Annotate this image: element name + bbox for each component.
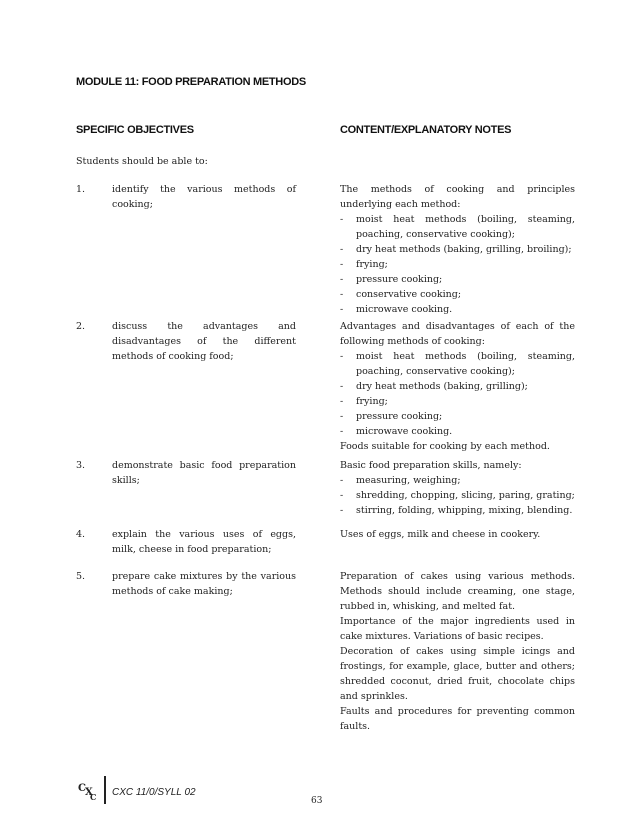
specific-objectives-heading: SPECIFIC OBJECTIVES [76, 124, 194, 136]
note-tail: Foods suitable for cooking by each method. [340, 441, 550, 452]
objective-4 [76, 527, 296, 557]
list-item: - dry heat methods (baking, grilling, broiling); [340, 242, 575, 257]
note-tail: Decoration of cakes using simple icings and frostings, for example, glace, butter and others; shredded coconut, dried fruit, chocolate chips and sprinkles. [340, 646, 575, 702]
content-notes-heading: CONTENT/EXPLANATORY NOTES [340, 124, 512, 136]
objective-text: discuss the advantages and disadvantages of the different methods of cooking food; [112, 321, 296, 362]
svg-text:C: C [78, 783, 86, 794]
note-lead: The methods of cooking and principles underlying each method: [340, 184, 575, 210]
objective-number: 2. [76, 321, 86, 332]
note-tail: Importance of the major ingredients used in cake mixtures. Variations of basic recipes. [340, 616, 575, 642]
list-item: - frying; [340, 257, 575, 272]
list-item: - conservative cooking; [340, 287, 575, 302]
objective-5 [76, 569, 296, 599]
list-item: - measuring, weighing; [340, 473, 575, 488]
note-block-3 [340, 458, 575, 518]
intro-text: Students should be able to: [76, 156, 208, 167]
list-item: - pressure cooking; [340, 409, 575, 424]
module-title: MODULE 11: FOOD PREPARATION METHODS [76, 76, 306, 88]
list-item: - frying; [340, 394, 575, 409]
objective-text: identify the various methods of cooking; [112, 184, 296, 210]
svg-text:C: C [90, 792, 97, 802]
objective-number: 3. [76, 460, 86, 471]
list-item: - pressure cooking; [340, 272, 575, 287]
list-item: - dry heat methods (baking, grilling); [340, 379, 575, 394]
list-item: - moist heat methods (boiling, steaming, poaching, conservative cooking); [340, 349, 575, 379]
list-item: - microwave cooking. [340, 424, 575, 439]
note-block-4 [340, 527, 575, 542]
objective-1 [76, 182, 296, 212]
footer-divider [104, 776, 106, 804]
page-number: 63 [311, 796, 323, 806]
note-lead: Advantages and disadvantages of each of the following methods of cooking: [340, 321, 575, 347]
note-lead: Basic food preparation skills, namely: [340, 460, 522, 471]
objective-number: 5. [76, 571, 86, 582]
note-list [340, 473, 575, 518]
note-block-1 [340, 182, 575, 317]
objective-text: explain the various uses of eggs, milk, cheese in food preparation; [112, 529, 296, 555]
objective-number: 1. [76, 184, 86, 195]
objective-text: demonstrate basic food preparation skills; [112, 460, 296, 486]
objective-number: 4. [76, 529, 86, 540]
syllabus-code: CXC 11/0/SYLL 02 [112, 787, 196, 798]
objective-2 [76, 319, 296, 364]
svg-text:X: X [85, 787, 93, 798]
note-list [340, 349, 575, 439]
list-item: - moist heat methods (boiling, steaming, poaching, conservative cooking); [340, 212, 575, 242]
list-item: - stirring, folding, whipping, mixing, blending. [340, 503, 575, 518]
note-block-2 [340, 319, 575, 454]
objective-text: prepare cake mixtures by the various methods of cake making; [112, 571, 296, 597]
list-item: - microwave cooking. [340, 302, 575, 317]
note-lead: Preparation of cakes using various methods. Methods should include creaming, one stage, rubbed in, whisking, and melted fat. [340, 571, 575, 612]
note-list [340, 212, 575, 317]
note-tail: Faults and procedures for preventing common faults. [340, 706, 575, 732]
cxc-logo-icon [78, 780, 98, 802]
note-lead: Uses of eggs, milk and cheese in cookery. [340, 529, 541, 540]
list-item: - shredding, chopping, slicing, paring, grating; [340, 488, 575, 503]
note-block-5 [340, 569, 575, 734]
objective-3 [76, 458, 296, 488]
